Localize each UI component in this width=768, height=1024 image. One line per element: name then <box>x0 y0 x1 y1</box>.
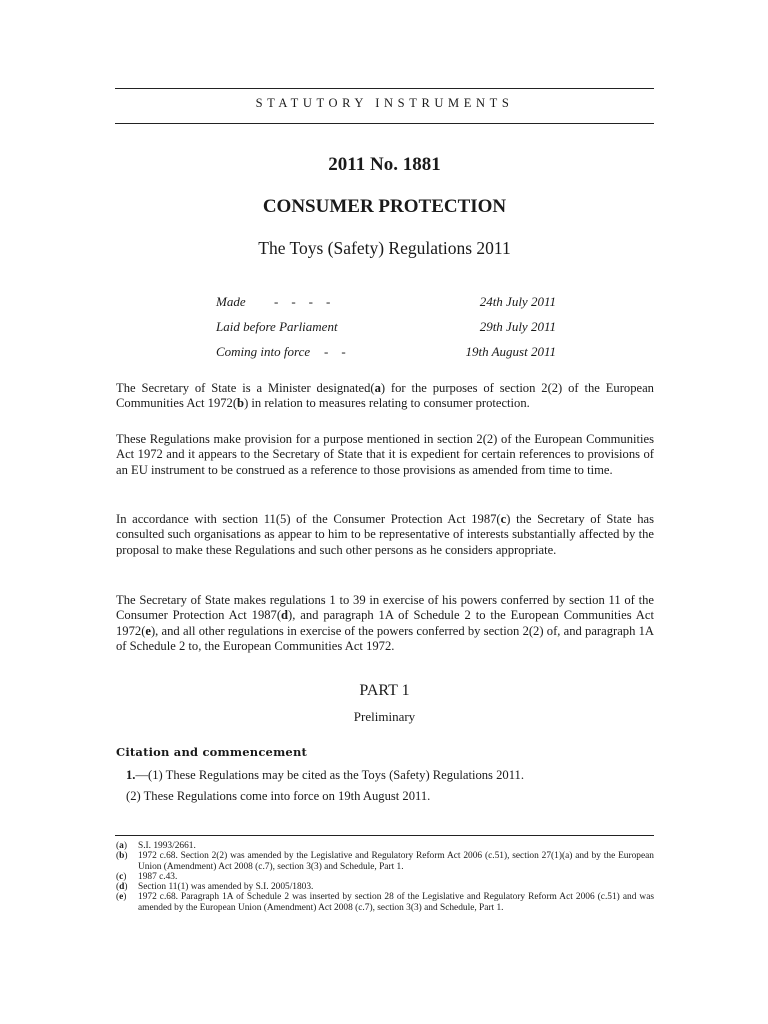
text-run: The Secretary of State makes regulations 1 to 39 in exercise of his powers conferred by section 11 of the Consumer Protection Act 1987( <box>116 593 654 623</box>
date-leader-dashes: - - - - <box>274 294 331 309</box>
footnote-d <box>116 882 654 892</box>
part-heading: PART 1 <box>359 682 410 699</box>
text-run: ), and paragraph 1A of Schedule 2 to the European Communities Act 1972( <box>116 608 654 638</box>
footnote-key: (b) <box>116 851 128 862</box>
footnote-letter: e <box>119 892 124 903</box>
footnote-letter: a <box>119 841 124 851</box>
text-run: ) in relation to measures relating to consumer protection. <box>244 396 530 411</box>
date-value: 24th July 2011 <box>479 294 556 309</box>
date-label: Made <box>216 294 246 309</box>
preamble-paragraph-4 <box>116 593 654 654</box>
footnote-key: (c) <box>116 871 127 882</box>
footnote-ref[interactable]: b <box>237 396 245 411</box>
footnote-c <box>116 872 654 882</box>
regulation-1-paragraph-1 <box>126 768 524 783</box>
date-row-laid <box>216 319 556 344</box>
footnote-b <box>116 851 654 872</box>
footnote-a <box>116 841 654 851</box>
regulation-text: —(1) These Regulations may be cited as the Toys (Safety) Regulations 2011. <box>135 768 524 782</box>
footnote-ref[interactable]: d <box>281 608 289 623</box>
footnote-ref[interactable]: a <box>374 381 381 395</box>
regulation-1-paragraph-2: (2) These Regulations come into force on 19th August 2011. <box>126 789 431 803</box>
header-bottom-rule <box>115 123 654 124</box>
footnote-text: 1987 c.43. <box>138 871 178 882</box>
preamble-paragraph-3 <box>116 512 654 558</box>
footnote-separator <box>115 835 654 836</box>
date-label: Laid before Parliament <box>216 319 338 334</box>
footnote-letter: b <box>119 851 125 862</box>
instrument-number: 2011 No. 1881 <box>328 154 441 175</box>
preamble-paragraph-1 <box>116 381 654 412</box>
footnote-key: (e) <box>116 892 127 903</box>
header-top-rule <box>115 88 654 89</box>
footnote-key: (a) <box>116 841 127 851</box>
text-run: ) the Secretary of State has consulted such organisations as appear to him to be representative of interests substantially affected by the proposal to make these Regulations and such other persons as he considers appropriate. <box>116 512 654 557</box>
footnote-ref[interactable]: c <box>500 512 507 526</box>
date-value: 19th August 2011 <box>465 344 556 359</box>
date-value: 29th July 2011 <box>479 319 556 334</box>
section-heading: Citation and commencement <box>116 745 308 759</box>
text-run: ) for the purposes of section 2(2) of the European Communities Act 1972( <box>116 381 654 411</box>
footnote-e <box>116 892 654 913</box>
date-row-made <box>216 294 556 319</box>
date-leader-dashes: - - <box>324 344 346 359</box>
footnote-key: (d) <box>116 882 128 893</box>
footnotes <box>116 841 654 913</box>
footnote-letter: c <box>119 871 124 882</box>
date-row-coming-into-force <box>216 344 556 369</box>
footnote-text: 1972 c.68. Paragraph 1A of Schedule 2 was inserted by section 28 of the Legislative and Regulatory Reform Act 2006 (c.51) and was amended by the European Union (Amendment) Act 2008 (c.7), section 3(3) and Schedule, Part 1. <box>138 892 654 913</box>
regulation-number: 1. <box>126 768 136 782</box>
text-run: The Secretary of State is a Minister designated( <box>116 381 375 395</box>
footnote-ref[interactable]: e <box>145 623 151 638</box>
instrument-subject: CONSUMER PROTECTION <box>262 196 507 217</box>
footnote-text: 1972 c.68. Section 2(2) was amended by the Legislative and Regulatory Reform Act 2006 (c.51), section 27(1)(a) and by the European Union (Amendment) Act 2008 (c.7), section 3(3) and Schedule, Part 1. <box>138 851 654 872</box>
instrument-title: The Toys (Safety) Regulations 2011 <box>258 238 511 258</box>
dates-table <box>216 294 556 369</box>
footnote-letter: d <box>119 882 125 893</box>
text-run: ), and all other regulations in exercise of the powers conferred by section 2(2) of, and paragraph 1A of Schedule 2 to, the European Communities Act 1972. <box>116 623 654 653</box>
part-subheading: Preliminary <box>353 709 416 724</box>
text-run: In accordance with section 11(5) of the Consumer Protection Act 1987( <box>116 512 501 526</box>
footnote-text: S.I. 1993/2661. <box>138 841 196 851</box>
preamble-paragraph-2: These Regulations make provision for a purpose mentioned in section 2(2) of the European Communities Act 1972 and it appears to the Secretary of State that it is expedient for certain references to provisions of an EU instrument to be construed as a reference to those provisions as amended from time to time. <box>116 432 654 477</box>
series-heading: STATUTORY INSTRUMENTS <box>255 96 514 110</box>
footnote-text: Section 11(1) was amended by S.I. 2005/1803. <box>138 882 314 893</box>
date-label: Coming into force <box>216 344 311 359</box>
